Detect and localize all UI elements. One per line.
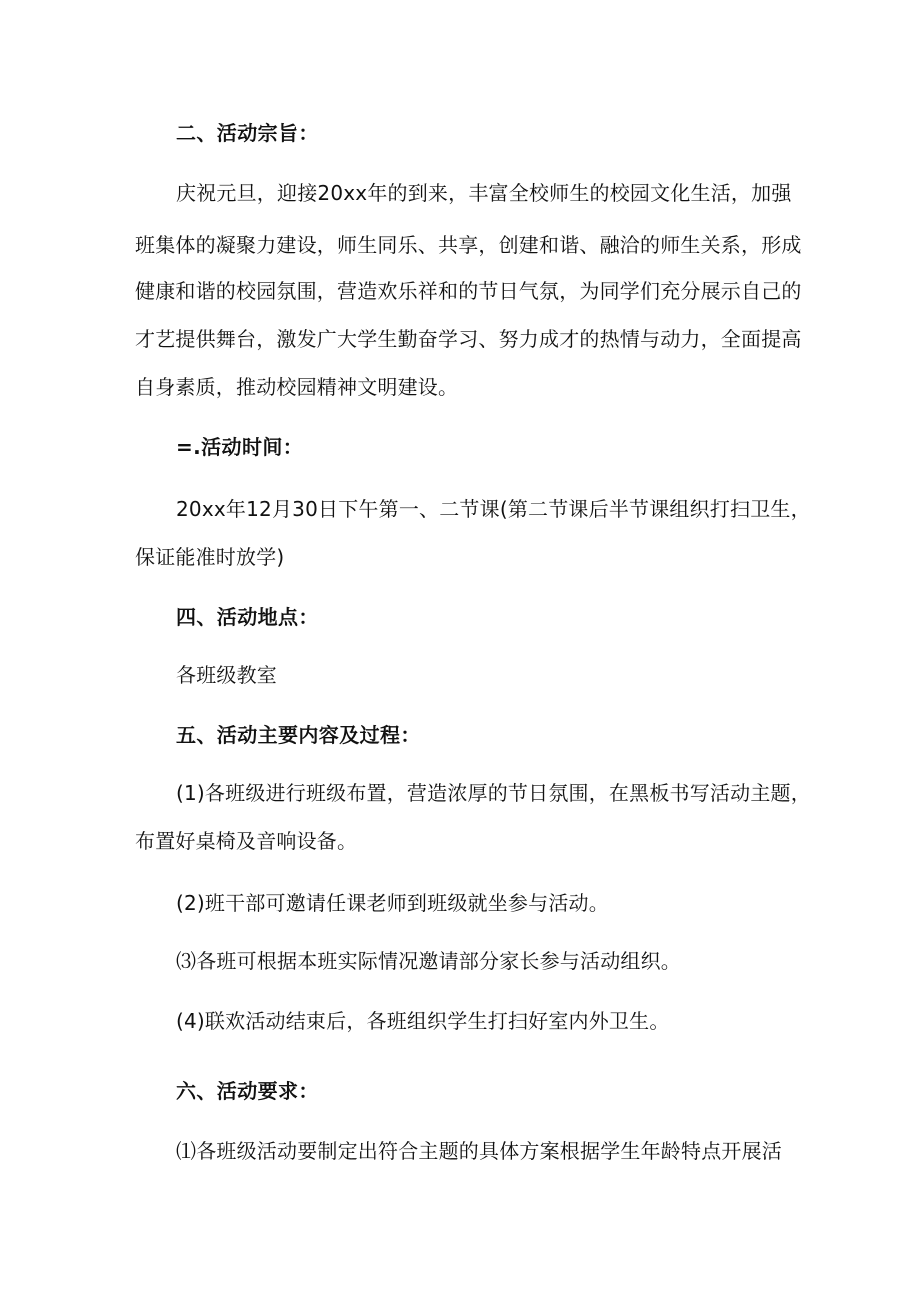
paragraph-line: 布置好桌椅及音响设备。 xyxy=(135,829,358,853)
list-item: (2)班干部可邀请任课老师到班级就坐参与活动。 xyxy=(176,891,609,915)
section-heading-requirements: 六、活动要求： xyxy=(176,1079,319,1103)
list-item: ⑴各班级活动要制定出符合主题的具体方案根据学生年龄特点开展活 xyxy=(176,1139,782,1163)
section-heading-location: 四、活动地点： xyxy=(176,605,319,629)
section-heading-purpose: 二、活动宗旨： xyxy=(176,121,319,145)
paragraph-line: (1)各班级进行班级布置，营造浓厚的节日氛围，在黑板书写活动主题， xyxy=(176,781,811,805)
paragraph-line: 各班级教室 xyxy=(176,663,277,687)
paragraph-line: 自身素质，推动校园精神文明建设。 xyxy=(135,375,459,399)
paragraph-line: 班集体的凝聚力建设，师生同乐、共享，创建和谐、融洽的师生关系，形成 xyxy=(135,233,802,257)
paragraph-line: 健康和谐的校园氛围，营造欢乐祥和的节日气氛，为同学们充分展示自己的 xyxy=(135,279,802,303)
paragraph-line: 才艺提供舞台，激发广大学生勤奋学习、努力成才的热情与动力，全面提高 xyxy=(135,327,802,351)
paragraph-line: 20xx年12月30日下午第一、二节课(第二节课后半节课组织打扫卫生， xyxy=(176,497,811,521)
list-item: ⑶各班可根据本班实际情况邀请部分家长参与活动组织。 xyxy=(176,949,681,973)
section-heading-content: 五、活动主要内容及过程： xyxy=(176,723,421,747)
list-item: (4)联欢活动结束后，各班组织学生打扫好室内外卫生。 xyxy=(176,1009,670,1033)
section-heading-time: =.活动时间： xyxy=(176,435,304,459)
paragraph-line: 庆祝元旦，迎接20xx年的到来，丰富全校师生的校园文化生活，加强 xyxy=(176,181,792,205)
paragraph-line: 保证能准时放学) xyxy=(135,545,285,569)
